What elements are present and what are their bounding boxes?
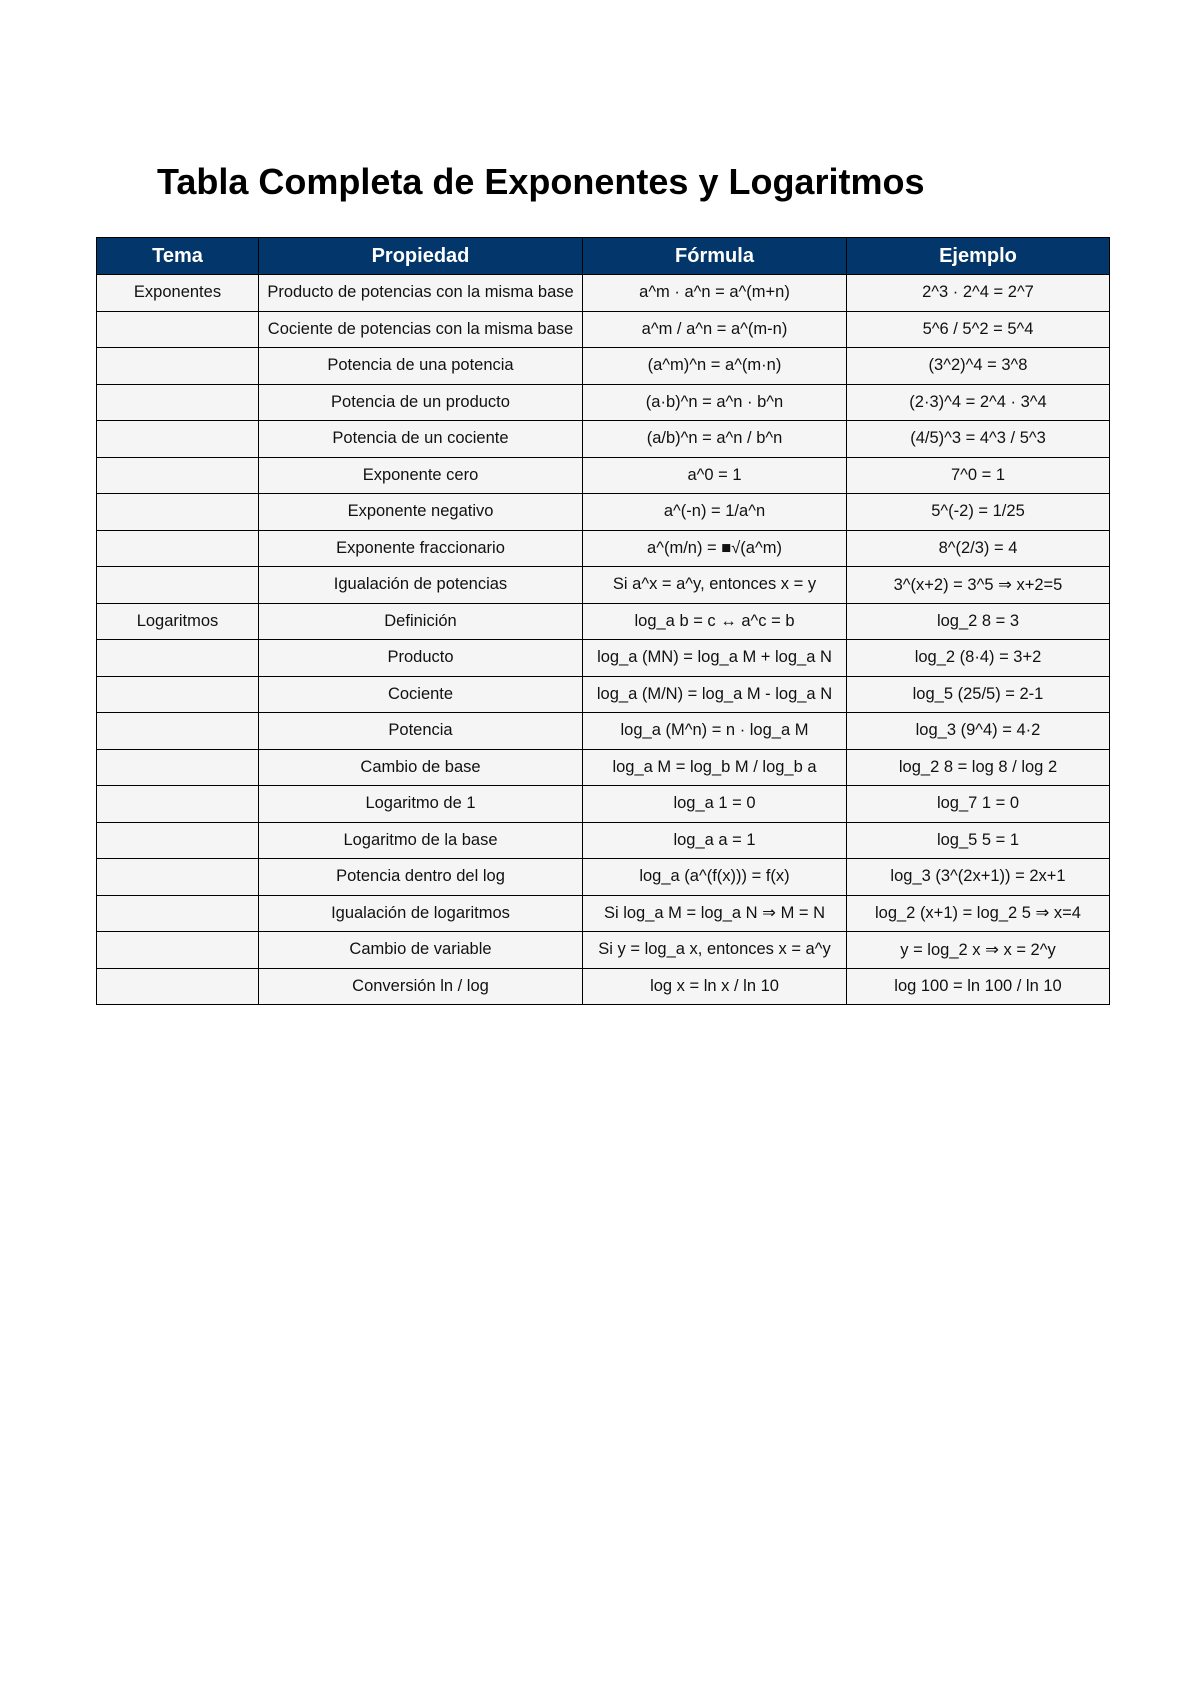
cell-propiedad: Logaritmo de la base	[259, 822, 583, 859]
cell-formula: a^m / a^n = a^(m-n)	[583, 311, 847, 348]
cell-formula: Si y = log_a x, entonces x = a^y	[583, 932, 847, 969]
cell-propiedad: Conversión ln / log	[259, 968, 583, 1005]
cell-ejemplo: 5^6 / 5^2 = 5^4	[847, 311, 1110, 348]
table-row	[97, 822, 1110, 859]
cell-formula: log_a (MN) = log_a M + log_a N	[583, 640, 847, 677]
table-row	[97, 421, 1110, 458]
cell-tema	[97, 494, 259, 531]
cell-formula: log_a b = c ↔ a^c = b	[583, 603, 847, 640]
table-row	[97, 457, 1110, 494]
cell-ejemplo: log_2 (8·4) = 3+2	[847, 640, 1110, 677]
cell-tema	[97, 640, 259, 677]
table-row	[97, 932, 1110, 969]
cell-tema	[97, 348, 259, 385]
cell-tema	[97, 859, 259, 896]
cell-formula: a^(-n) = 1/a^n	[583, 494, 847, 531]
table-row	[97, 567, 1110, 604]
cell-ejemplo: log_5 (25/5) = 2-1	[847, 676, 1110, 713]
cell-formula: log_a (a^(f(x))) = f(x)	[583, 859, 847, 896]
cell-tema	[97, 457, 259, 494]
cell-ejemplo: (4/5)^3 = 4^3 / 5^3	[847, 421, 1110, 458]
cell-tema	[97, 932, 259, 969]
cell-tema	[97, 311, 259, 348]
table-body	[97, 275, 1110, 1005]
cell-ejemplo: 2^3 · 2^4 = 2^7	[847, 275, 1110, 312]
header-propiedad: Propiedad	[259, 238, 583, 275]
cell-ejemplo: (2·3)^4 = 2^4 · 3^4	[847, 384, 1110, 421]
cell-propiedad: Igualación de logaritmos	[259, 895, 583, 932]
cell-formula: a^m · a^n = a^(m+n)	[583, 275, 847, 312]
cell-propiedad: Potencia dentro del log	[259, 859, 583, 896]
table-row	[97, 530, 1110, 567]
cell-ejemplo: log_2 (x+1) = log_2 5 ⇒ x=4	[847, 895, 1110, 932]
cell-propiedad: Producto de potencias con la misma base	[259, 275, 583, 312]
cell-propiedad: Potencia de una potencia	[259, 348, 583, 385]
cell-propiedad: Exponente fraccionario	[259, 530, 583, 567]
cell-formula: a^0 = 1	[583, 457, 847, 494]
cell-formula: Si a^x = a^y, entonces x = y	[583, 567, 847, 604]
header-tema: Tema	[97, 238, 259, 275]
cell-formula: (a·b)^n = a^n · b^n	[583, 384, 847, 421]
table-row	[97, 713, 1110, 750]
header-ejemplo: Ejemplo	[847, 238, 1110, 275]
cell-tema	[97, 384, 259, 421]
cell-tema	[97, 567, 259, 604]
table-row	[97, 348, 1110, 385]
cell-propiedad: Igualación de potencias	[259, 567, 583, 604]
cell-ejemplo: log_3 (9^4) = 4·2	[847, 713, 1110, 750]
cell-tema	[97, 895, 259, 932]
cell-propiedad: Cambio de base	[259, 749, 583, 786]
cell-ejemplo: log_2 8 = 3	[847, 603, 1110, 640]
cell-tema	[97, 421, 259, 458]
cell-formula: log_a 1 = 0	[583, 786, 847, 823]
cell-ejemplo: 3^(x+2) = 3^5 ⇒ x+2=5	[847, 567, 1110, 604]
table-row	[97, 384, 1110, 421]
cell-tema: Exponentes	[97, 275, 259, 312]
table-row	[97, 895, 1110, 932]
cell-ejemplo: log_2 8 = log 8 / log 2	[847, 749, 1110, 786]
cell-ejemplo: log_3 (3^(2x+1)) = 2x+1	[847, 859, 1110, 896]
properties-table	[96, 237, 1110, 1005]
header-row	[97, 238, 1110, 275]
cell-formula: a^(m/n) = ■√(a^m)	[583, 530, 847, 567]
table-row	[97, 494, 1110, 531]
cell-tema	[97, 786, 259, 823]
page-title: Tabla Completa de Exponentes y Logaritmos	[157, 161, 925, 202]
cell-tema	[97, 530, 259, 567]
cell-propiedad: Definición	[259, 603, 583, 640]
cell-tema	[97, 676, 259, 713]
cell-formula: (a/b)^n = a^n / b^n	[583, 421, 847, 458]
cell-ejemplo: 8^(2/3) = 4	[847, 530, 1110, 567]
cell-ejemplo: (3^2)^4 = 3^8	[847, 348, 1110, 385]
table-row	[97, 640, 1110, 677]
cell-ejemplo: 5^(-2) = 1/25	[847, 494, 1110, 531]
cell-formula: Si log_a M = log_a N ⇒ M = N	[583, 895, 847, 932]
cell-tema	[97, 713, 259, 750]
table-row	[97, 749, 1110, 786]
table-row	[97, 275, 1110, 312]
table-row	[97, 968, 1110, 1005]
cell-propiedad: Potencia	[259, 713, 583, 750]
cell-tema	[97, 822, 259, 859]
header-formula: Fórmula	[583, 238, 847, 275]
table-row	[97, 859, 1110, 896]
cell-propiedad: Cociente de potencias con la misma base	[259, 311, 583, 348]
cell-ejemplo: y = log_2 x ⇒ x = 2^y	[847, 932, 1110, 969]
cell-tema	[97, 968, 259, 1005]
cell-propiedad: Potencia de un producto	[259, 384, 583, 421]
cell-propiedad: Logaritmo de 1	[259, 786, 583, 823]
cell-tema	[97, 749, 259, 786]
cell-formula: log_a (M/N) = log_a M - log_a N	[583, 676, 847, 713]
cell-ejemplo: 7^0 = 1	[847, 457, 1110, 494]
table-row	[97, 311, 1110, 348]
cell-propiedad: Producto	[259, 640, 583, 677]
cell-propiedad: Cociente	[259, 676, 583, 713]
cell-formula: log_a (M^n) = n · log_a M	[583, 713, 847, 750]
cell-propiedad: Cambio de variable	[259, 932, 583, 969]
table-row	[97, 603, 1110, 640]
cell-ejemplo: log_7 1 = 0	[847, 786, 1110, 823]
table-row	[97, 676, 1110, 713]
cell-formula: log x = ln x / ln 10	[583, 968, 847, 1005]
cell-propiedad: Exponente negativo	[259, 494, 583, 531]
cell-formula: log_a M = log_b M / log_b a	[583, 749, 847, 786]
table-row	[97, 786, 1110, 823]
cell-ejemplo: log_5 5 = 1	[847, 822, 1110, 859]
cell-formula: (a^m)^n = a^(m·n)	[583, 348, 847, 385]
cell-propiedad: Potencia de un cociente	[259, 421, 583, 458]
cell-ejemplo: log 100 = ln 100 / ln 10	[847, 968, 1110, 1005]
cell-formula: log_a a = 1	[583, 822, 847, 859]
cell-tema: Logaritmos	[97, 603, 259, 640]
cell-propiedad: Exponente cero	[259, 457, 583, 494]
